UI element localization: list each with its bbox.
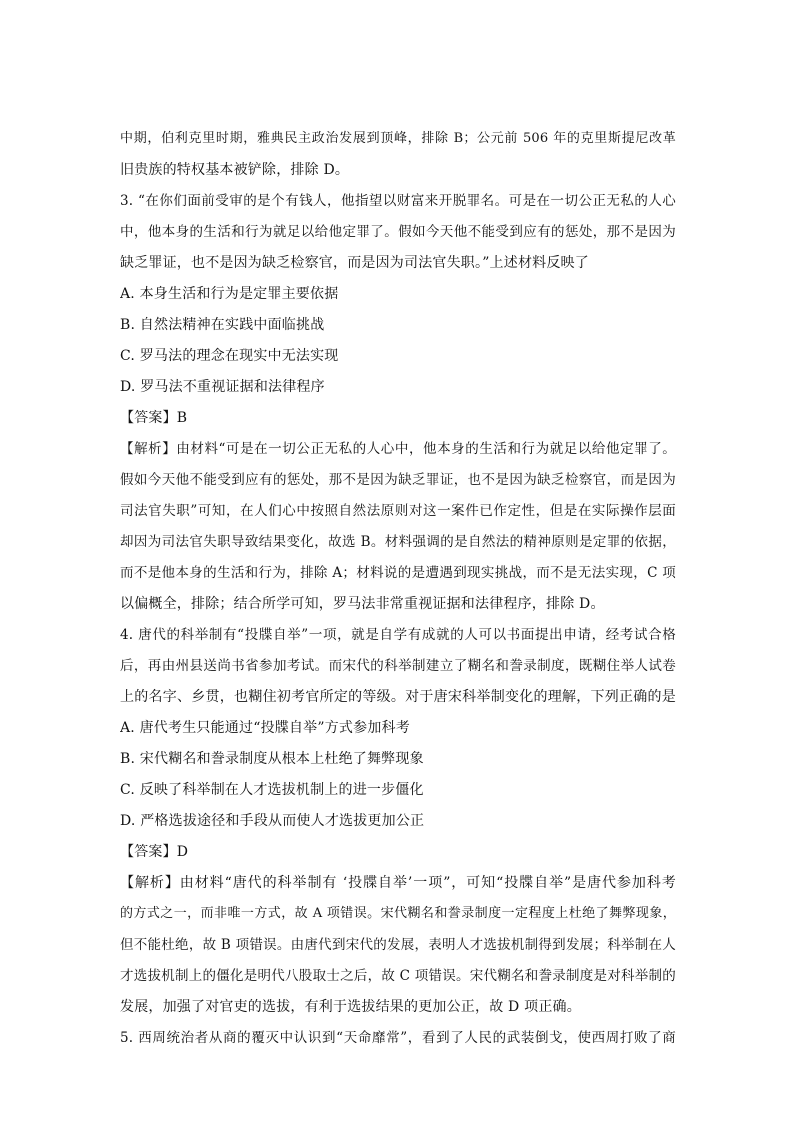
text-line: 才选拔机制上的僵化是明代八股取士之后，故 C 项错误。宋代糊名和誊录制度是对科举制的 xyxy=(120,968,676,984)
text-line: 上的名字、乡贯，也糊住初考官所定的等级。对于唐宋科举制变化的理解，下列正确的是 xyxy=(120,689,676,705)
text-line: 发展，加强了对官吏的选拔，有利于选拔结果的更加公正，故 D 项正确。 xyxy=(120,999,581,1015)
option-d: D. 严格选拔途径和手段从而使人才选拔更加公正 xyxy=(120,813,425,829)
option-c: C. 罗马法的理念在现实中无法实现 xyxy=(120,348,339,364)
option-c: C. 反映了科举制在人才选拔机制上的进一步僵化 xyxy=(120,782,424,798)
text-line: 而不是他本身的生活和行为，排除 A；材料说的是遭遇到现实挑战，而不是无法实现，C 项 xyxy=(120,565,676,581)
answer-line: 【答案】B xyxy=(120,410,188,426)
option-a: A. 本身生活和行为是定罪主要依据 xyxy=(120,286,339,302)
analysis-line: 【解析】由材料“可是在一切公正无私的人心中，他本身的生活和行为就足以给他定罪了。 xyxy=(120,441,676,457)
analysis-line: 【解析】由材料“唐代的科举制有 ‘投牒自举’一项”，可知“投牒自举”是唐代参加科考 xyxy=(120,875,676,891)
answer-line: 【答案】D xyxy=(120,844,189,860)
text-line: 假如今天他不能受到应有的惩处，那不是因为缺乏罪证，也不是因为缺乏检察官，而是因为 xyxy=(120,472,676,488)
option-b: B. 自然法精神在实践中面临挑战 xyxy=(120,317,325,333)
text-line: 缺乏罪证，也不是因为缺乏检察官，而是因为司法官失职。”上述材料反映了 xyxy=(120,255,589,271)
text-line: 中，他本身的生活和行为就足以给他定罪了。假如今天他不能受到应有的惩处，那不是因为 xyxy=(120,224,676,240)
text-line: 旧贵族的特权基本被铲除，排除 D。 xyxy=(120,162,350,178)
question-3-line: 3. “在你们面前受审的是个有钱人，他指望以财富来开脱罪名。可是在一切公正无私的人心 xyxy=(120,193,676,209)
question-5-line: 5. 西周统治者从商的覆灭中认识到“天命靡常”，看到了人民的武装倒戈，使西周打败了商 xyxy=(120,1030,676,1046)
text-line: 以偏概全，排除；结合所学可知，罗马法非常重视证据和法律程序，排除 D。 xyxy=(120,596,605,612)
question-4-line: 4. 唐代的科举制有“投牒自举”一项，就是自学有成就的人可以书面提出申请，经考试合格 xyxy=(120,627,676,643)
text-line: 中期，伯利克里时期，雅典民主政治发展到顶峰，排除 B；公元前 506 年的克里斯提尼改革 xyxy=(120,131,676,146)
text-line: 司法官失职”可知，在人们心中按照自然法原则对这一案件已作定性，但是在实际操作层面 xyxy=(120,503,676,519)
text-line: 但不能杜绝，故 B 项错误。由唐代到宋代的发展，表明人才选拔机制得到发展；科举制在人 xyxy=(120,937,676,953)
option-b: B. 宋代糊名和誊录制度从根本上杜绝了舞弊现象 xyxy=(120,751,424,767)
text-line: 后，再由州县送尚书省参加考试。而宋代的科举制建立了糊名和誊录制度，既糊住举人试卷 xyxy=(120,658,676,674)
option-a: A. 唐代考生只能通过“投牒自举”方式参加科考 xyxy=(120,720,410,736)
text-line: 却因为司法官失职导致结果变化，故选 B。材料强调的是自然法的精神原则是定罪的依据， xyxy=(120,534,676,550)
document-page xyxy=(120,128,676,1058)
option-d: D. 罗马法不重视证据和法律程序 xyxy=(120,379,325,395)
text-line: 的方式之一，而非唯一方式，故 A 项错误。宋代糊名和誊录制度一定程度上杜绝了舞弊现象， xyxy=(120,906,676,921)
